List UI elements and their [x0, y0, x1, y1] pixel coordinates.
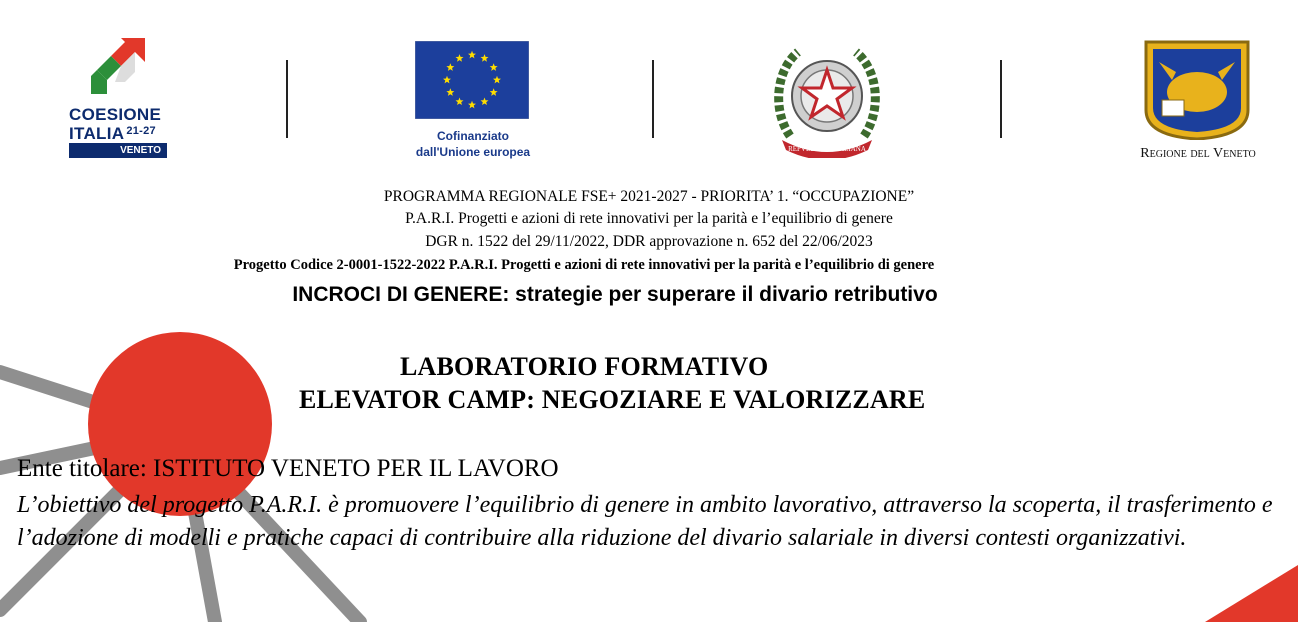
logo-divider: [286, 60, 288, 138]
lab-title-1: LABORATORIO FORMATIVO: [400, 352, 769, 381]
header-line-2: P.A.R.I. Progetti e azioni di rete innovativi per la parità e l’equilibrio di genere: [405, 210, 893, 227]
coesione-wordmark: [69, 106, 161, 142]
lab-title-2: ELEVATOR CAMP: NEGOZIARE E VALORIZZARE: [299, 385, 926, 414]
regione-veneto-shield: [1144, 40, 1250, 140]
emblem-ribbon-text: REPVBBLICA ITALIANA: [788, 145, 866, 153]
eu-caption: [390, 128, 556, 160]
logo-divider: [1000, 60, 1002, 138]
header-line-3: DGR n. 1522 del 29/11/2022, DDR approvazione n. 652 del 22/06/2023: [425, 233, 873, 250]
regione-caption: Regione del Veneto: [1140, 146, 1256, 161]
coesione-years: 21-27: [126, 125, 156, 137]
eu-caption-line1: Cofinanziato: [437, 129, 509, 143]
ente-titolare: Ente titolare: ISTITUTO VENETO PER IL LAVORO: [17, 455, 559, 482]
red-corner-shape: [1205, 565, 1298, 622]
header-line-1: PROGRAMMA REGIONALE FSE+ 2021-2027 - PRIORITA’ 1. “OCCUPAZIONE”: [383, 188, 915, 205]
logo-divider: [652, 60, 654, 138]
project-subtitle: INCROCI DI GENERE: strategie per superare il divario retributivo: [292, 283, 938, 306]
coesione-line2: ITALIA: [69, 124, 125, 143]
project-description: L’obiettivo del progetto P.A.R.I. è promuovere l’equilibrio di genere in ambito lavorativo, attraverso la scoperta, il trasferimento e l’adozione di modelli e pratiche capaci di contribuire alla riduzione del divario salariale in diversi contesti organizzativi.: [17, 492, 1273, 551]
header-line-4: Progetto Codice 2-0001-1522-2022 P.A.R.I. Progetti e azioni di rete innovativi per la parità e l’equilibrio di genere: [233, 257, 935, 273]
coesione-arrow-icon: [91, 38, 151, 98]
coesione-region-badge: VENETO: [69, 143, 167, 158]
italian-republic-emblem: [772, 40, 882, 158]
eu-caption-line2: dall'Unione europea: [415, 145, 531, 159]
coesione-line1: COESIONE: [69, 105, 162, 124]
eu-flag-logo: [415, 41, 529, 119]
